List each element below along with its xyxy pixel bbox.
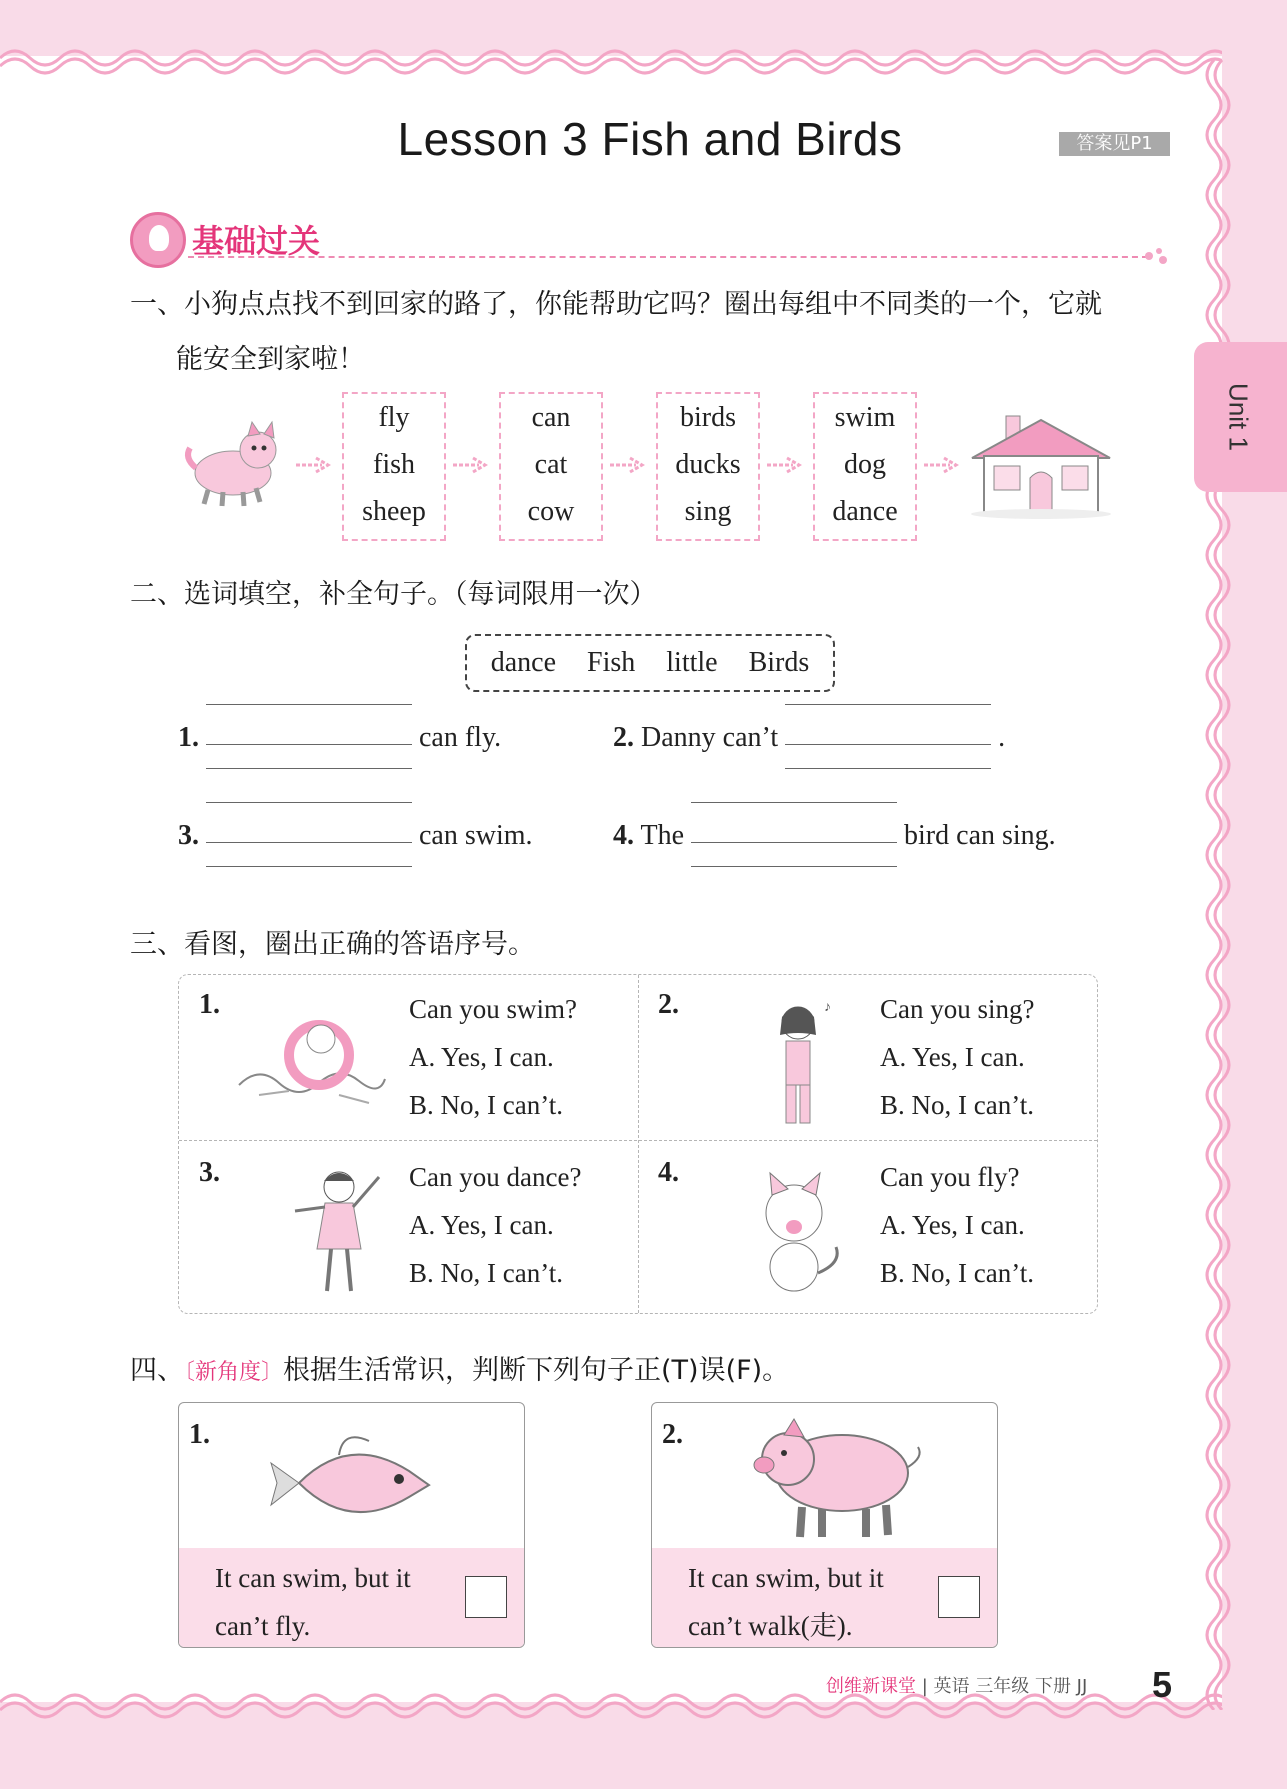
svg-text:♪: ♪ — [824, 1000, 831, 1015]
answer-option-b[interactable]: B. No, I can’t. — [880, 1090, 1034, 1120]
answer-checkbox[interactable] — [465, 1576, 507, 1618]
item-number: 2. — [658, 989, 679, 1020]
footer: 创维新课堂 | 英语 三年级 下册 JJ — [826, 1676, 1088, 1697]
new-angle-tag: 〔新角度〕 — [184, 1360, 284, 1385]
swimming-child-illustration — [229, 995, 389, 1135]
q3-qa — [880, 1153, 1034, 1297]
answer-option-a[interactable]: A. Yes, I can. — [409, 1210, 554, 1240]
item-number: 4. — [613, 820, 634, 851]
fill-item-3 — [178, 820, 533, 852]
item-number: 3. — [178, 820, 199, 851]
arrow-right-icon — [294, 455, 334, 475]
word-option[interactable]: can — [531, 402, 571, 433]
q3-cell-4 — [638, 1143, 1097, 1308]
answer-blank[interactable] — [785, 724, 991, 754]
q1-heading — [130, 282, 1102, 376]
item-text: . — [998, 722, 1006, 753]
word-option[interactable]: dog — [844, 449, 886, 480]
fill-item-1 — [178, 722, 501, 754]
q3-cell-1 — [179, 975, 638, 1140]
house-illustration — [966, 408, 1116, 520]
word-option[interactable]: dance — [832, 496, 898, 527]
word-bank — [465, 634, 835, 692]
q3-qa — [409, 985, 577, 1129]
q3-cell-3 — [179, 1143, 638, 1308]
q1-heading-text: 一、小狗点点找不到回家的路了，你能帮助它吗？圈出每组中不同类的一个，它就 — [130, 289, 1102, 320]
word-option[interactable]: cat — [534, 449, 568, 480]
item-number: 2. — [613, 722, 634, 753]
answer-option-b[interactable]: B. No, I can’t. — [409, 1090, 563, 1120]
word-bank-item: Fish — [587, 647, 636, 678]
fill-item-4 — [613, 820, 1056, 852]
unit-tab-label: Unit 1 — [1223, 383, 1254, 451]
answer-option-a[interactable]: A. Yes, I can. — [409, 1042, 554, 1072]
item-text: The — [640, 820, 685, 851]
item-number: 2. — [662, 1419, 683, 1450]
word-bank-item: dance — [490, 647, 557, 678]
item-text: can fly. — [419, 722, 502, 753]
word-group-2 — [499, 392, 603, 541]
unit-tab — [1194, 342, 1287, 492]
item-text: Danny can’t — [641, 722, 779, 753]
answer-blank[interactable] — [206, 822, 412, 852]
item-text: can swim. — [419, 820, 533, 851]
wavy-border-top — [0, 40, 1222, 76]
answer-option-b[interactable]: B. No, I can’t. — [409, 1258, 563, 1288]
judge-card-2 — [651, 1402, 998, 1648]
item-number: 1. — [189, 1419, 210, 1450]
section-badge-icon — [130, 212, 186, 268]
decorative-dots-icon — [1145, 246, 1169, 266]
word-option[interactable]: fly — [378, 402, 410, 433]
q4-heading-text: 根据生活常识，判断下列句子正(T)误(F)。 — [283, 1355, 790, 1386]
arrow-right-icon — [608, 455, 648, 475]
question-text: Can you sing? — [880, 994, 1035, 1024]
dancing-girl-illustration — [259, 1163, 419, 1303]
word-bank-item: Birds — [748, 647, 810, 678]
q3-cell-2 — [638, 975, 1097, 1140]
answer-checkbox[interactable] — [938, 1576, 980, 1618]
q1-heading-cont: 能安全到家啦！ — [176, 344, 365, 375]
word-group-3 — [656, 392, 760, 541]
q4-heading — [130, 1348, 789, 1387]
answer-blank[interactable] — [691, 822, 897, 852]
page-number: 5 — [1152, 1664, 1173, 1705]
q2-heading: 二、选词填空，补全句子。（每词限用一次） — [130, 579, 657, 610]
word-option[interactable]: swim — [834, 402, 896, 433]
statement-text: It can swim, but it can’t walk(走). — [688, 1563, 884, 1641]
item-text: bird can sing. — [904, 820, 1056, 851]
item-number: 1. — [178, 722, 199, 753]
q3-qa — [409, 1153, 581, 1297]
item-number: 1. — [199, 989, 220, 1020]
pig-illustration — [732, 1413, 932, 1543]
q4-heading-prefix: 四、 — [130, 1355, 184, 1386]
fish-illustration — [259, 1423, 459, 1543]
arrow-right-icon — [451, 455, 491, 475]
statement-text: It can swim, but it can’t fly. — [215, 1563, 411, 1641]
answer-option-a[interactable]: A. Yes, I can. — [880, 1210, 1025, 1240]
word-option[interactable]: birds — [680, 402, 736, 433]
footer-brand: 创维新课堂 — [826, 1676, 916, 1697]
word-group-4 — [813, 392, 917, 541]
word-option[interactable]: fish — [373, 449, 415, 480]
footer-details: 英语 三年级 下册 JJ — [933, 1676, 1088, 1697]
question-text: Can you fly? — [880, 1162, 1020, 1192]
singing-girl-illustration — [728, 995, 888, 1135]
section-header — [130, 210, 1170, 260]
q3-heading: 三、看图，圈出正确的答语序号。 — [130, 929, 535, 960]
section-title: 基础过关 — [192, 222, 321, 260]
lesson-title: Lesson 3 Fish and Birds — [397, 113, 903, 165]
arrow-right-icon — [765, 455, 805, 475]
answer-option-a[interactable]: A. Yes, I can. — [880, 1042, 1025, 1072]
word-bank-item: little — [666, 647, 718, 678]
word-option[interactable]: sing — [684, 496, 732, 527]
answer-option-b[interactable]: B. No, I can’t. — [880, 1258, 1034, 1288]
dog-illustration — [178, 418, 288, 508]
word-option[interactable]: cow — [527, 496, 575, 527]
wavy-border-right — [1200, 60, 1240, 1710]
answer-reference-tag: 答案见P1 — [1059, 132, 1170, 156]
word-option[interactable]: sheep — [362, 496, 426, 527]
q3-qa — [880, 985, 1035, 1129]
fill-item-2 — [613, 722, 1005, 754]
answer-blank[interactable] — [206, 724, 412, 754]
judge-card-1 — [178, 1402, 525, 1648]
question-text: Can you swim? — [409, 994, 577, 1024]
q3-grid — [178, 974, 1098, 1314]
arrow-right-icon — [922, 455, 962, 475]
item-number: 3. — [199, 1157, 220, 1188]
section-underline — [188, 256, 1148, 258]
word-group-1 — [342, 392, 446, 541]
item-number: 4. — [658, 1157, 679, 1188]
word-option[interactable]: ducks — [675, 449, 741, 480]
cat-illustration — [718, 1163, 878, 1303]
question-text: Can you dance? — [409, 1162, 582, 1192]
